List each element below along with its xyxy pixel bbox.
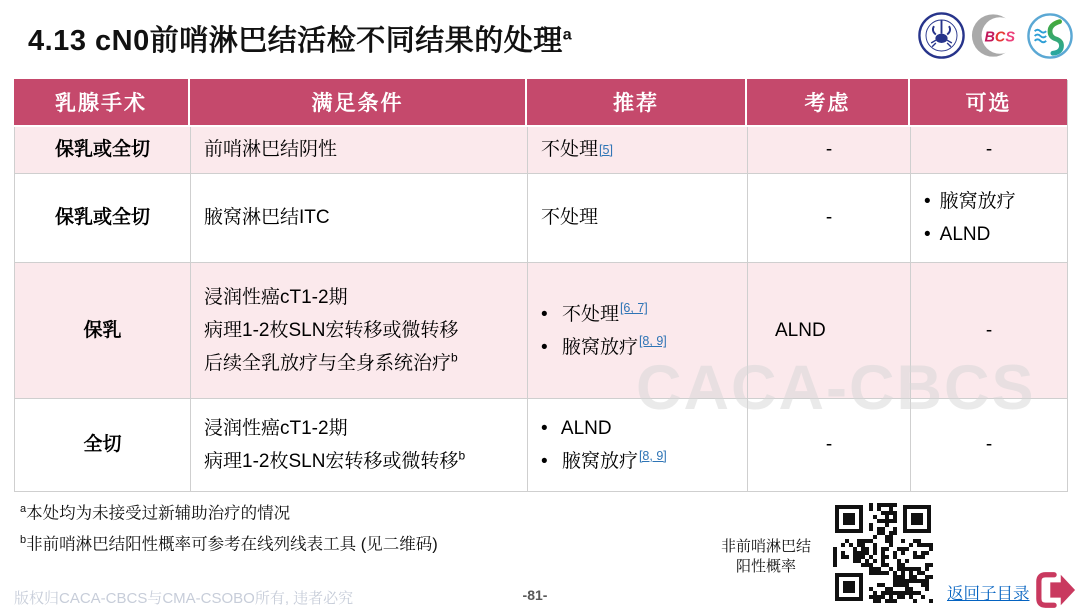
recommended-item — [541, 412, 612, 445]
row2-surgery-cell: 保乳或全切 — [15, 174, 191, 263]
ref-link-8-9[interactable]: [8, 9] — [638, 448, 667, 463]
ref-link-8-9[interactable]: [8, 9] — [638, 334, 667, 349]
footnote-b-text: 非前哨淋巴结阳性概率可参考在线列线表工具 (见二维码) — [26, 535, 438, 553]
footnote-marker-b: b — [451, 350, 458, 365]
row1-consider-cell: - — [748, 127, 911, 174]
row2-condition-cell: 腋窝淋巴结ITC — [191, 174, 528, 263]
footnote-marker-b: b — [458, 448, 466, 463]
breast-surgery-society-logo-icon — [1027, 13, 1073, 59]
condition-line — [204, 347, 458, 380]
recommended-item — [541, 445, 667, 478]
row1-recommended-text: 不处理 — [541, 139, 599, 160]
row3-consider-cell: ALND — [748, 263, 911, 399]
page-title-text: 4.13 cN0前哨淋巴结活检不同结果的处理 — [28, 25, 563, 57]
col-header-condition: 满足条件 — [190, 79, 528, 127]
recommended-item — [541, 298, 648, 331]
row3-optional-cell: - — [911, 263, 1067, 399]
footnote-b-marker: b — [20, 533, 27, 546]
recommended-item — [541, 331, 667, 364]
row4-surgery-cell: 全切 — [15, 399, 191, 491]
qr-code — [833, 503, 933, 603]
page-title-superscript: a — [562, 26, 573, 44]
footnote-a-marker: a — [20, 503, 27, 515]
bcs-logo-icon — [970, 12, 1022, 59]
row1-optional-cell: - — [911, 127, 1067, 174]
footnote-a-text: 本处均为未接受过新辅助治疗的情况 — [26, 504, 291, 523]
ref-link-6-7[interactable]: [6, 7] — [619, 301, 648, 316]
condition-line: 浸润性癌cT1-2期 — [204, 287, 348, 308]
row3-condition-cell — [191, 263, 528, 399]
recommended-item-text: 腋窝放疗 — [561, 336, 638, 358]
row4-consider-cell: - — [748, 399, 911, 491]
footnote-a — [20, 496, 438, 527]
page-number: -81- — [522, 587, 548, 603]
optional-item: • ALND — [924, 218, 990, 251]
condition-line: 浸润性癌cT1-2期 — [204, 418, 348, 439]
condition-line — [204, 445, 465, 478]
col-header-consider: 考虑 — [747, 79, 911, 127]
condition-line: 病理1-2枚SLN宏转移或微转移 — [204, 320, 459, 341]
footnote-b — [20, 527, 438, 558]
svg-text:BCS: BCS — [984, 29, 1015, 46]
col-header-surgery: 乳腺手术 — [14, 79, 191, 127]
optional-item: • 腋窝放疗 — [924, 185, 1016, 218]
back-to-toc-link[interactable]: 返回子目录 — [947, 585, 1030, 603]
qr-code-image — [833, 503, 933, 603]
row3-recommended-cell — [528, 263, 748, 399]
caca-association-logo-icon — [918, 12, 965, 59]
row2-optional-cell — [911, 174, 1067, 263]
col-header-recommended: 推荐 — [527, 79, 748, 127]
page-title — [28, 18, 572, 59]
row4-optional-cell: - — [911, 399, 1067, 491]
qr-label-line2: 阳性概率 — [735, 558, 796, 575]
recommended-item-text: 不处理 — [561, 303, 619, 325]
row1-surgery-cell: 保乳或全切 — [15, 127, 191, 174]
condition-line-text: 后续全乳放疗与全身系统治疗 — [204, 353, 452, 374]
qr-code-label — [703, 537, 829, 577]
row3-surgery-cell: 保乳 — [15, 263, 191, 399]
logo-group — [918, 12, 1073, 59]
row2-recommended-cell: 不处理 — [528, 174, 748, 263]
col-header-optional: 可选 — [910, 79, 1067, 127]
qr-label-line1: 非前哨淋巴结 — [720, 538, 811, 555]
row1-recommended-cell: 不处理 [5] — [528, 127, 748, 174]
footnotes — [20, 496, 438, 557]
caca-cbcs-watermark: CACA-CBCS — [636, 353, 1036, 423]
slnb-result-table — [14, 80, 1068, 492]
recommended-item-text: ALND — [560, 418, 612, 439]
row1-condition-cell: 前哨淋巴结阴性 — [191, 127, 528, 174]
row4-recommended-cell — [528, 399, 748, 491]
recommended-item-text: 腋窝放疗 — [561, 451, 638, 472]
copyright-text: 版权归CACA-CBCS与CMA-CSOBO所有, 违者必究 — [14, 590, 354, 607]
back-arrow-icon[interactable] — [1034, 570, 1078, 612]
condition-line-text: 病理1-2枚SLN宏转移或微转移 — [204, 451, 459, 472]
row4-condition-cell — [191, 399, 528, 491]
row2-consider-cell: - — [748, 174, 911, 263]
